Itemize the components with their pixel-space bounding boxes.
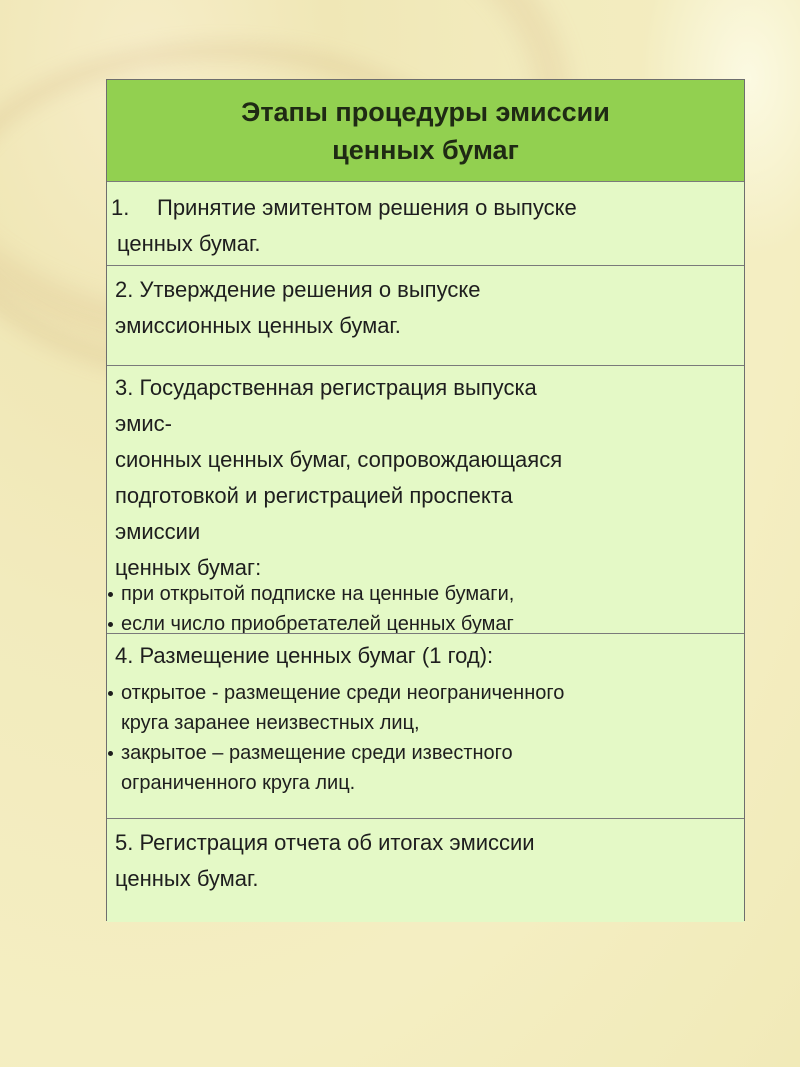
stage-1-cell bbox=[107, 182, 744, 266]
table-title-line-2: ценных бумаг bbox=[332, 134, 519, 165]
stage-1-line-1: Принятие эмитентом решения о выпуске bbox=[157, 195, 577, 220]
stage-2-line-1: 2. Утверждение решения о выпуске bbox=[115, 277, 481, 302]
stage-2-cell bbox=[107, 266, 744, 366]
bullet-dot-icon bbox=[108, 592, 113, 597]
stage-3-line-4: подготовкой и регистрацией проспекта bbox=[115, 483, 513, 508]
emission-stages-table bbox=[106, 79, 745, 921]
stage-3-line-6: ценных бумаг: bbox=[115, 555, 262, 580]
stage-4-bullet-2 bbox=[107, 738, 743, 768]
stage-5-text bbox=[115, 825, 735, 897]
table-title bbox=[191, 93, 661, 169]
stage-3-bullet-2-text: если число приобретателей ценных бумаг bbox=[121, 613, 514, 634]
stage-3-bullet-2 bbox=[107, 609, 743, 634]
stage-3-cell bbox=[107, 366, 744, 634]
stage-2-text bbox=[115, 272, 735, 344]
stage-4-bullet-1 bbox=[107, 678, 743, 708]
stage-3-line-5: эмиссии bbox=[115, 519, 201, 544]
stage-3-bullet-1 bbox=[107, 579, 743, 609]
stage-4-bullet-2-line-2: ограниченного круга лиц. bbox=[121, 772, 356, 794]
table-header bbox=[107, 80, 744, 182]
bullet-dot-icon bbox=[108, 622, 113, 627]
stage-4-cell bbox=[107, 634, 744, 819]
bullet-dot-icon bbox=[108, 751, 113, 756]
stage-3-bullet-group bbox=[107, 579, 743, 634]
stage-4-bullet-2-line-1: закрытое – размещение среди известного bbox=[121, 742, 513, 764]
bullet-dot-icon bbox=[108, 691, 113, 696]
stage-3-bullet-1-text: при открытой подписке на ценные бумаги, bbox=[121, 583, 515, 605]
stage-5-line-1: 5. Регистрация отчета об итогах эмиссии bbox=[115, 830, 535, 855]
stage-1-number: 1. bbox=[111, 195, 130, 220]
stage-1-text bbox=[111, 190, 741, 262]
stage-2-line-2: эмиссионных ценных бумаг. bbox=[115, 313, 401, 338]
stage-3-line-1: 3. Государственная регистрация выпуска bbox=[115, 375, 537, 400]
stage-5-line-2: ценных бумаг. bbox=[115, 866, 259, 891]
stage-4-bullet-1-line-1: открытое - размещение среди неограниченного bbox=[121, 682, 565, 704]
stage-4-bullet-list bbox=[107, 678, 743, 798]
stage-3-line-3: сионных ценных бумаг, сопровождающаяся bbox=[115, 447, 563, 472]
table-title-line-1: Этапы процедуры эмиссии bbox=[241, 96, 610, 127]
stage-4-bullet-1-line-2: круга заранее неизвестных лиц, bbox=[121, 712, 420, 734]
stage-5-cell bbox=[107, 819, 744, 922]
stage-3-line-2: эмис- bbox=[115, 411, 172, 436]
stage-3-text bbox=[115, 370, 735, 586]
stage-4-title: 4. Размещение ценных бумаг (1 год): bbox=[115, 643, 494, 668]
stage-1-line-2: ценных бумаг. bbox=[117, 231, 261, 256]
